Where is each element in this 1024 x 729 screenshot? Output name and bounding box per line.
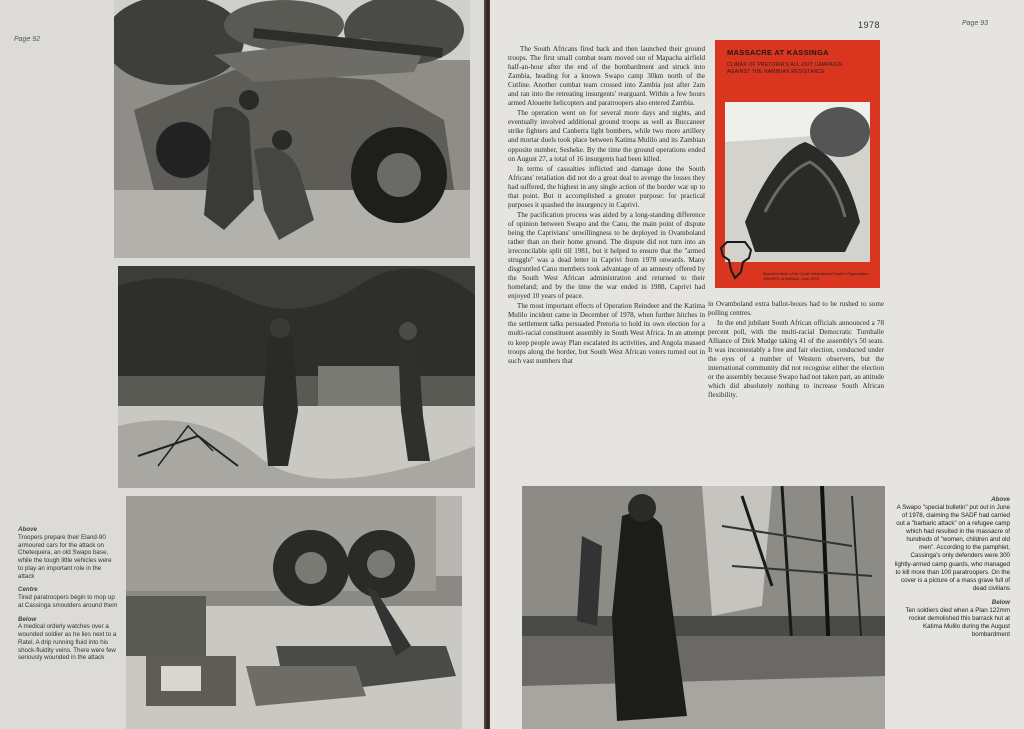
caption-heading: Below bbox=[991, 598, 1010, 606]
left-captions bbox=[18, 520, 118, 662]
paragraph: The pacification process was aided by a long-standing difference of opinion between Swapo and the Canu, the main point of dispute being the Caprivians' unwillingness to be deployed in Ovamboland rather than on their home ground. The dispute did not turn into an irreconcilable split till 1981, but it helped to ensure that the "armed struggle" was a dead letter in Caprivi from 1978 onwards. Many disgruntled Canu members took advantage of an amnesty offered by the South West African administration and returned to their homeland; and by the time the war ended in 1988, Caprivi had enjoyed 10 years of peace. bbox=[508, 210, 705, 301]
year-header: 1978 bbox=[858, 20, 881, 30]
caption-text: Ten soldiers died when a Plan 122mm rocket demolished this barrack hut at Katima Mulilo during the August bombardment bbox=[905, 606, 1010, 638]
body-column-1 bbox=[508, 45, 705, 367]
mass-grave-photo bbox=[725, 102, 870, 262]
paragraph: in Ovamboland extra ballot-boxes had to be rushed to some polling centres. bbox=[708, 300, 884, 318]
caption-block bbox=[892, 599, 1010, 639]
barrack-ruin-photo bbox=[522, 486, 885, 729]
paratroopers-photo bbox=[118, 266, 475, 488]
right-captions bbox=[892, 496, 1010, 645]
paragraph: The operation went on for several more days and nights, and eventually involved additional ground troops as well as Buccaneer strike fighters and Canberra light bombers, while two more artillery and mortar duels took place between Katima Mulilo and its Zambian opposite number, Sesheke. By the time the ground operations ended on August 27, a total of 16 insurgents had been killed. bbox=[508, 109, 705, 163]
caption-text: A medical orderly watches over a wounded soldier as he lies next to a Ratel. A drip running fluid into his shock-fluidity veins. There were few seriously wounded in the attack bbox=[18, 623, 117, 662]
africa-map-icon bbox=[719, 240, 755, 280]
left-page bbox=[0, 0, 486, 729]
poster-subtitle: CLIMAX OF PRETORIA'S ALL-OUT CAMPAIGN AGAINST THE NAMIBIAN RESISTANCE bbox=[727, 62, 843, 75]
left-folio: Page 92 bbox=[14, 36, 41, 43]
paragraph: The South Africans fired back and then launched their ground troops. The first small combat team moved out of Mapacha airfield half-an-hour after the end of the bombardment and struck into Zambia, heading for a known Swapo camp 30km north of the Cutline. Another combat team crossed into Zambia just after 2am and ran into the retreating insurgents' rearguard. Within a few hours armed Alouette helicopters and paratroopers also entered Zambia. bbox=[508, 45, 705, 108]
swapo-bulletin-poster bbox=[715, 40, 880, 288]
right-folio: Page 93 bbox=[962, 20, 989, 27]
caption-block bbox=[892, 496, 1010, 593]
paragraph: In the end jubilant South African officials announced a 78 percent poll, with the multi-racial Democratic Turnhalle Alliance of Dirk Mudge taking 41 of the assembly's 50 seats. It was incontestably a free and fair election, conducted under the eyes of a number of Western observers, but the international community did not recognise either the election or the assembly because Swapo had not taken part, an attitude which did absolutely nothing to increase South African flexibility. bbox=[708, 319, 884, 400]
caption-heading: Below bbox=[18, 615, 37, 623]
caption-text: Tired paratroopers begin to mop up at Cassinga smoulders around them bbox=[18, 594, 118, 609]
body-column-2 bbox=[708, 300, 884, 402]
poster-title: MASSACRE AT KASSINGA bbox=[727, 48, 829, 57]
armoured-car-photo bbox=[114, 0, 470, 258]
caption-heading: Centre bbox=[18, 586, 38, 594]
paragraph: The most important effects of Operation Reindeer and the Katima Mulilo incident came in December of 1978, when further hitches in the settlement talks persuaded Pretoria to hold its own election for a multi-racial constituent assembly in South West Africa. In an attempt to keep people away Plan escalated its activities, and Angola massed troops along the border, but South West African voters turned out in such vast numbers that bbox=[508, 302, 705, 365]
poster-note: Special bulletin of the South West Africa People's Organisation (SWAPO) of Namibia, June 1978 bbox=[763, 272, 869, 281]
caption-heading: Above bbox=[18, 526, 37, 533]
caption-text: A Swapo "special bulletin" put out in June of 1978, claiming the SADF had carried out a "barbaric attack" on a refugee camp which had resulted in the massacre of hundreds of "women, children and old men". According to the pamphlet, Cassinga's only defenders were 300 lightly-armed camp guards, who managed to kill more than 100 paratroopers. On the cover is a picture of a mass grave full of dead civilians bbox=[894, 504, 1010, 592]
wounded-soldier-photo bbox=[126, 496, 462, 729]
paragraph: In terms of casualties inflicted and damage done the South Africans' retaliation did not do a great deal to avenge the losses they had suffered, the highest in any single action of the border war up to that point. But it accomplished a greater purpose: for practical purposes it quashed the insurgency in Caprivi. bbox=[508, 164, 705, 209]
caption-text: Troopers prepare their Eland-90 armoured cars for the attack on Chetequera, an old Swapo base, while the tough little vehicles were to play an important role in the attack bbox=[18, 533, 112, 580]
caption-heading: Above bbox=[991, 496, 1010, 503]
